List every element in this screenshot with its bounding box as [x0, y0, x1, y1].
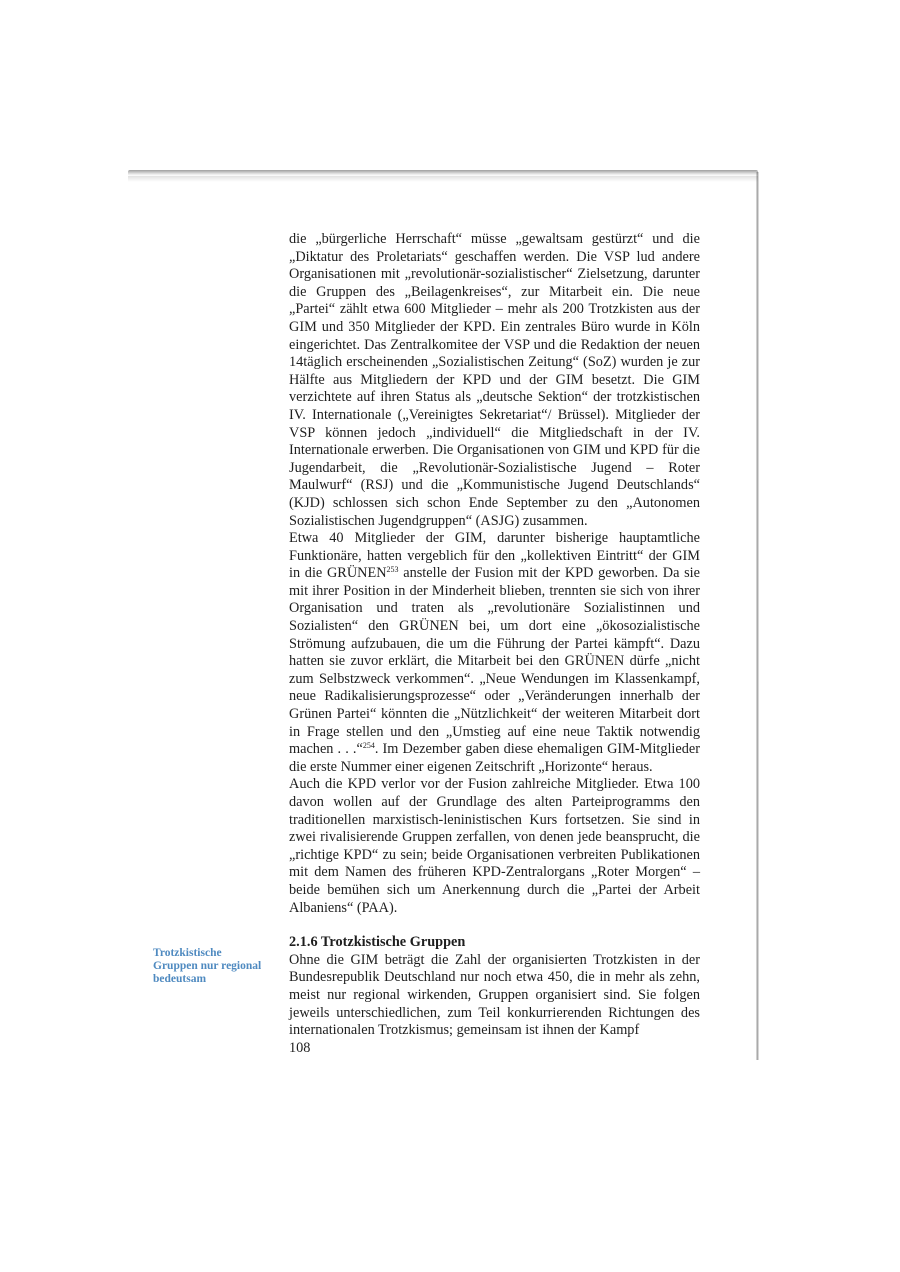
paragraph-vsp-founding: die „bürgerliche Herrschaft“ müsse „gewaltsam gestürzt“ und die „Diktatur des Proletariats“ geschaffen werden. Die VSP lud andere Organisationen mit „revolutionär-sozialistischer“ Zielsetzung, darunter die Gruppen des „Beilagenkreises“, zur Mitarbeit ein. Die neue „Partei“ zählt etwa 600 Mitglieder – mehr als 200 Trotzkisten aus der GIM und 350 Mitglieder der KPD. Ein zentrales Büro wurde in Köln eingerichtet. Das Zentralkomitee der VSP und die Redaktion der neuen 14täglich erscheinenden „Sozialistischen Zeitung“ (SoZ) wurden je zur Hälfte aus Mitgliedern der KPD und der GIM besetzt. Die GIM verzichtete auf ihren Status als „deutsche Sektion“ der trotzkistischen IV. Internationale („Vereinigtes Sekretariat“/ Brüssel). Mitglieder der VSP können jedoch „individuell“ die Mitgliedschaft in der IV. Internationale erwerben. Die Organisationen von GIM und KPD für die Jugendarbeit, die „Revolutionär-Sozialistische Jugend – Roter Maulwurf“ (RSJ) und die „Kommunistische Jugend Deutschlands“ (KJD) schlossen sich schon Ende September zu den „Autonomen Sozialistischen Jugendgruppen“ (ASJG) zusammen.	[289, 231, 700, 529]
paragraph-gim-greens-part-1: Etwa 40 Mitglieder der GIM, darunter bisherige hauptamtliche Funktionäre, hatten vergeblich für den „kollektiven Eintritt“ der GIM in die GRÜNEN	[289, 530, 700, 582]
scan-right-edge	[756, 172, 759, 1060]
margin-note: Trotzkistische Gruppen nur regional bedeutsam	[153, 947, 262, 985]
section-heading: 2.1.6 Trotzkistische Gruppen	[289, 934, 466, 951]
paragraph-gim-greens	[289, 530, 700, 776]
page-number: 108	[289, 1040, 311, 1056]
paragraph-kpd-split: Auch die KPD verlor vor der Fusion zahlreiche Mitglieder. Etwa 100 davon wollen auf der Grundlage des alten Parteiprogramms den traditionellen marxistisch-leninistischen Kurs fortsetzen. Sie sind in zwei rivalisierende Gruppen zerfallen, von denen jede beansprucht, die „richtige KPD“ zu sein; beide Organisationen verbreiten Publikationen mit dem Namen des früheren KPD-Zentralorgans „Roter Morgen“ – beide bemühen sich um Anerkennung durch die „Partei der Arbeit Albaniens“ (PAA).	[289, 776, 700, 916]
footnote-ref-253: 253	[386, 565, 399, 575]
footnote-ref-254: 254	[362, 741, 375, 751]
scan-top-edge-shadow	[128, 176, 758, 182]
paragraph-gim-greens-part-3: . Im Dezember gaben diese ehemaligen GIM-Mitglieder die erste Nummer einer eigenen Zeitschrift „Horizonte“ heraus.	[289, 741, 701, 775]
paragraph-gim-greens-part-2: anstelle der Fusion mit der KPD geworben. Da sie mit ihrer Position in der Minderheit blieben, trennten sie sich von ihrer Organisation und traten als „revolutionäre Sozialistinnen und Sozialisten“ den GRÜNEN bei, um dort eine „ökosozialistische Strömung aufzubauen, die um die Führung der Partei kämpft“. Dazu hatten sie zuvor erklärt, die Mitarbeit bei den GRÜNEN dürfe „nicht zum Selbstzweck verkommen“. „Neue Wendungen im Klassenkampf, neue Radikalisierungsprozesse“ oder „Veränderungen innerhalb der Grünen Partei“ könnten die „Nützlichkeit“ der weiteren Mitarbeit dort in Frage stellen und den „Umstieg auf eine neue Taktik notwendig machen . . .“	[289, 565, 700, 758]
main-text-column	[289, 231, 700, 1040]
paragraph-trotskyist-groups: Ohne die GIM beträgt die Zahl der organisierten Trotzkisten in der Bundesrepublik Deutschland nur noch etwa 450, die in mehr als zehn, meist nur regional wirkenden, Gruppen organisiert sind. Sie folgen jeweils unterschiedlichen, zum Teil konkurrierenden Richtungen des internationalen Trotzkismus; gemeinsam ist ihnen der Kampf	[289, 951, 700, 1039]
